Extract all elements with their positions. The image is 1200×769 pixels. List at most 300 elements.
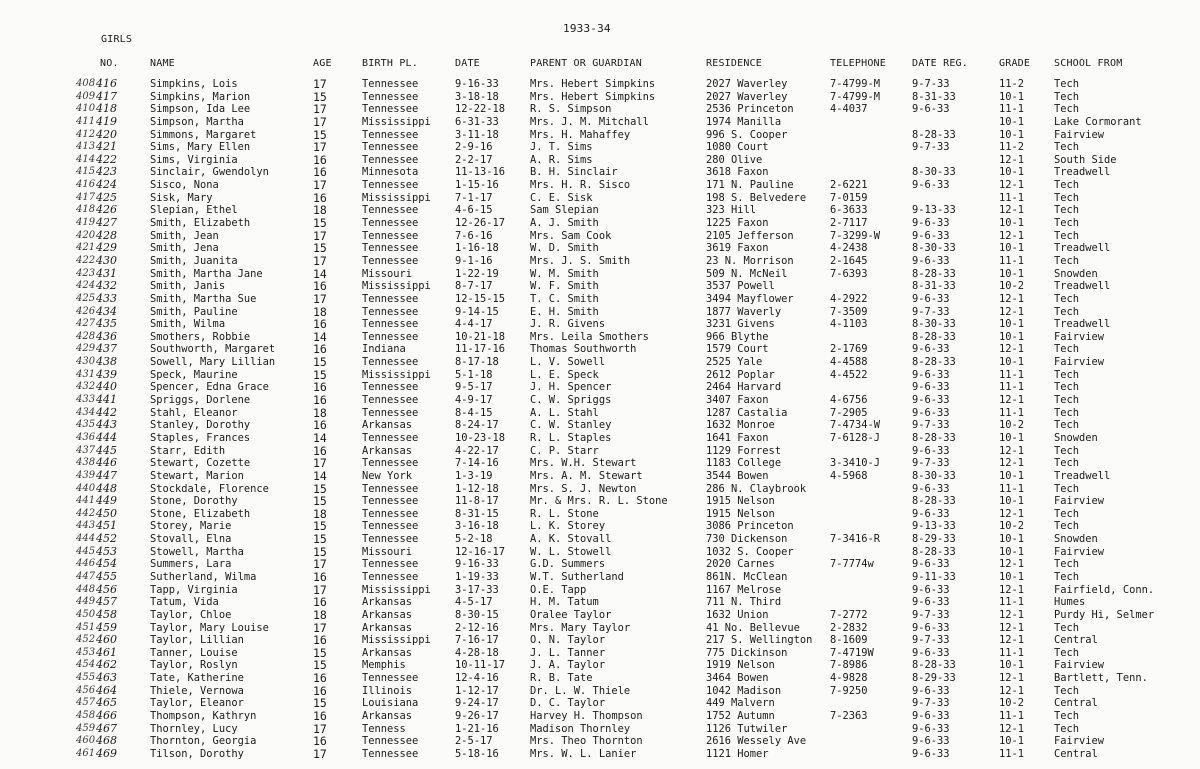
birth-place: Tennessee [362,747,419,760]
student-name: Thornley, Lucy [150,722,238,735]
date-registered: 8-29-33 [912,533,956,546]
parent-guardian: L. V. Sowell [530,356,606,369]
date-registered: 9-6-33 [912,646,950,659]
date-registered: 9-6-33 [912,406,950,419]
birth-date: 11-8-17 [455,495,499,508]
school-from: Fairview [1054,495,1105,508]
student-name: Simpson, Martha [150,115,244,128]
handwritten-number: 453 [76,646,96,658]
student-name: Simmons, Margaret [150,128,257,141]
grade: 12-1 [999,394,1025,407]
age: 16 [313,343,327,357]
handwritten-number: 424 [76,280,96,292]
birth-date: 1-12-17 [455,684,499,697]
register-row [0,634,1200,647]
student-number: 440 [96,381,117,394]
age: 17 [313,621,327,635]
birth-place: Tenness [362,722,406,735]
student-number: 442 [96,406,117,419]
student-name: Smith, Martha Jane [150,267,263,280]
birth-place: Arkansas [362,608,413,621]
grade: 12-1 [999,153,1025,166]
register-row [0,723,1200,736]
handwritten-number: 448 [76,583,96,595]
age: 17 [313,254,327,268]
residence: 1042 Madison [706,684,782,697]
telephone: 2-1645 [830,254,868,267]
grade: 11-1 [999,191,1025,204]
telephone: 7-4799-M [830,90,881,103]
school-from: Tech [1054,103,1080,116]
age: 18 [313,305,327,319]
register-row [0,331,1200,344]
school-from: Tech [1054,646,1080,659]
parent-guardian: J. L. Tanner [530,646,606,659]
date-registered: 8-28-33 [912,431,956,444]
school-from: Treadwell [1054,242,1111,255]
register-row [0,647,1200,660]
student-number: 437 [96,343,117,356]
birth-place: Arkansas [362,621,413,634]
handwritten-number: 419 [76,217,96,229]
date-registered: 9-6-33 [912,684,950,697]
parent-guardian: B. H. Sinclair [530,166,618,179]
handwritten-number: 418 [76,204,96,216]
telephone: 7-4719W [830,646,874,659]
student-name: Smith, Jena [150,242,219,255]
parent-guardian: Mrs. A. M. Stewart [530,469,643,482]
school-from: Tech [1054,204,1080,217]
telephone: 6-3633 [830,204,868,217]
birth-place: New York [362,469,413,482]
grade: 12-1 [999,583,1025,596]
telephone: 7-4799-M [830,78,881,90]
telephone: 4-4037 [830,103,868,116]
residence: 3407 Faxon [706,394,769,407]
grade: 11-2 [999,141,1025,154]
date-registered: 9-6-33 [912,229,950,242]
grade: 12-1 [999,444,1025,457]
student-name: Tate, Katherine [150,672,244,685]
register-row [0,280,1200,293]
register-row [0,179,1200,192]
parent-guardian: W. D. Smith [530,242,599,255]
birth-place: Tennessee [362,242,419,255]
birth-date: 2-9-16 [455,141,493,154]
telephone: 4-6756 [830,394,868,407]
school-from: Tech [1054,520,1080,533]
student-name: Tatum, Vida [150,596,219,609]
parent-guardian: H. M. Tatum [530,596,599,609]
birth-date: 8-31-15 [455,507,499,520]
parent-guardian: Mr. & Mrs. R. L. Stone [530,495,668,508]
date-registered: 9-13-33 [912,520,956,533]
register-row [0,394,1200,407]
student-number: 444 [96,431,117,444]
age: 15 [313,242,327,255]
handwritten-number: 451 [76,621,96,633]
age: 17 [313,583,327,597]
student-name: Smith, Janis [150,280,226,293]
handwritten-number: 455 [76,672,96,684]
student-number: 416 [96,78,117,90]
student-name: Taylor, Chloe [150,608,232,621]
student-name: Staples, Frances [150,431,251,444]
birth-place: Tennessee [362,457,419,470]
age: 15 [313,217,327,230]
date-registered: 9-7-33 [912,634,950,647]
telephone: 7-6128-J [830,431,881,444]
student-number: 428 [96,229,117,242]
school-from: Lake Cormorant [1054,115,1142,128]
register-row [0,710,1200,723]
birth-date: 9-26-17 [455,710,499,723]
date-registered: 9-7-33 [912,697,950,710]
residence: 2027 Waverley [706,78,788,90]
grade: 10-1 [999,495,1025,508]
handwritten-number: 449 [76,596,96,608]
register-row [0,457,1200,470]
student-name: Taylor, Roslyn [150,659,238,672]
grade: 10-1 [999,659,1025,672]
school-from: Central [1054,634,1098,647]
residence: 3619 Faxon [706,242,769,255]
school-from: Tech [1054,229,1080,242]
parent-guardian: L. E. Speck [530,368,599,381]
student-number: 451 [96,520,117,533]
residence: 3494 Mayflower [706,292,794,305]
birth-place: Arkansas [362,419,413,432]
student-number: 458 [96,608,117,621]
parent-guardian: Mrs. Hebert Simpkins [530,78,656,90]
register-row [0,483,1200,496]
school-from: Fairview [1054,659,1105,672]
student-number: 424 [96,179,117,192]
handwritten-number: 421 [76,242,96,254]
birth-place: Tennessee [362,406,419,419]
parent-guardian: Sam Slepian [530,204,599,217]
birth-place: Tennessee [362,482,419,495]
birth-place: Tennessee [362,507,419,520]
birth-date: 4-9-17 [455,394,493,407]
student-name: Spriggs, Dorlene [150,394,251,407]
birth-place: Tennessee [362,292,419,305]
parent-guardian: Mrs. H. R. Sisco [530,179,631,192]
student-number: 467 [96,722,117,735]
student-number: 421 [96,141,117,154]
telephone: 7-3299-W [830,229,881,242]
date-registered: 9-6-33 [912,583,950,596]
col-school-from-header: SCHOOL FROM [1054,58,1123,69]
handwritten-number: 444 [76,533,96,545]
handwritten-number: 440 [76,482,96,494]
age: 16 [313,684,327,698]
residence: 286 N. Claybrook [706,482,807,495]
handwritten-number: 436 [76,431,96,443]
birth-place: Tennessee [362,356,419,369]
residence: 323 Hill [706,204,757,217]
age: 17 [313,78,327,91]
birth-date: 8-24-17 [455,419,499,432]
handwritten-number: 428 [76,330,96,342]
birth-place: Mississippi [362,583,431,596]
age: 16 [313,634,327,647]
parent-guardian: C. P. Starr [530,444,599,457]
handwritten-number: 414 [76,153,96,165]
student-number: 465 [96,697,117,710]
handwritten-number: 458 [76,710,96,722]
birth-place: Missouri [362,267,413,280]
date-registered: 8-28-33 [912,267,956,280]
student-name: Stone, Elizabeth [150,507,251,520]
grade: 12-1 [999,343,1025,356]
birth-date: 8-30-15 [455,608,499,621]
school-from: Fairview [1054,330,1105,343]
parent-guardian: Mrs. Hebert Simpkins [530,90,656,103]
register-row [0,242,1200,255]
parent-guardian: Oralee Taylor [530,608,612,621]
date-registered: 9-6-33 [912,254,950,267]
student-name: Stowell, Martha [150,545,244,558]
student-number: 447 [96,469,117,482]
telephone: 2-7117 [830,217,868,230]
birth-place: Tennessee [362,431,419,444]
handwritten-number: 456 [76,684,96,696]
date-registered: 8-28-33 [912,128,956,141]
grade: 12-1 [999,608,1025,621]
birth-date: 1-19-33 [455,570,499,583]
handwritten-number: 433 [76,394,96,406]
col-parent-header: PARENT OR GUARDIAN [530,58,642,69]
student-number: 433 [96,292,117,305]
grade: 12-1 [999,179,1025,192]
age: 15 [313,646,327,660]
student-name: Sisco, Nona [150,179,219,192]
school-from: Tech [1054,292,1080,305]
birth-place: Louisiana [362,697,419,710]
parent-guardian: D. C. Taylor [530,697,606,710]
school-from: Fairview [1054,735,1105,748]
student-number: 436 [96,330,117,343]
section-label: GIRLS [101,34,133,45]
birth-place: Illinois [362,684,413,697]
age: 18 [313,204,327,218]
residence: 1080 Court [706,141,769,154]
student-number: 417 [96,90,117,103]
date-registered: 8-30-33 [912,166,956,179]
student-number: 453 [96,545,117,558]
age: 17 [313,292,327,306]
residence: 23 N. Morrison [706,254,794,267]
telephone: 4-4588 [830,356,868,369]
date-registered: 9-6-33 [912,394,950,407]
birth-place: Tennessee [362,330,419,343]
grade: 10-1 [999,735,1025,748]
birth-date: 1-12-18 [455,482,499,495]
parent-guardian: C. W. Stanley [530,419,612,432]
birth-place: Tennessee [362,394,419,407]
residence: 1877 Waverly [706,305,782,318]
grade: 12-1 [999,457,1025,470]
student-name: Smith, Wilma [150,318,226,331]
birth-date: 7-14-16 [455,457,499,470]
grade: 12-1 [999,558,1025,571]
residence: 280 Olive [706,153,763,166]
parent-guardian: Mrs. Mary Taylor [530,621,631,634]
parent-guardian: W. F. Smith [530,280,599,293]
grade: 11-1 [999,646,1025,659]
register-row [0,584,1200,597]
handwritten-number: 417 [76,191,96,203]
age: 15 [313,356,327,369]
telephone: 7-2363 [830,710,868,723]
handwritten-number: 447 [76,570,96,582]
birth-date: 10-11-17 [455,659,506,672]
school-from: Treadwell [1054,318,1111,331]
date-registered: 9-6-33 [912,103,950,116]
student-name: Stewart, Marion [150,469,244,482]
parent-guardian: O.E. Tapp [530,583,587,596]
birth-date: 2-5-17 [455,735,493,748]
student-number: 427 [96,217,117,230]
birth-place: Arkansas [362,646,413,659]
telephone: 2-1769 [830,343,868,356]
student-name: Sinclair, Gwendolyn [150,166,269,179]
student-number: 459 [96,621,117,634]
date-registered: 9-7-33 [912,457,950,470]
residence: 449 Malvern [706,697,775,710]
handwritten-number: 439 [76,469,96,481]
school-from: South Side [1054,153,1117,166]
telephone: 4-5968 [830,469,868,482]
school-from: Treadwell [1054,166,1111,179]
grade: 10-1 [999,267,1025,280]
parent-guardian: C. W. Spriggs [530,394,612,407]
birth-place: Tennessee [362,217,419,230]
birth-date: 10-23-18 [455,431,506,444]
school-from: Treadwell [1054,469,1111,482]
school-from: Tech [1054,444,1080,457]
student-number: 439 [96,368,117,381]
register-row [0,129,1200,142]
parent-guardian: Mrs. H. Mahaffey [530,128,631,141]
register-row [0,558,1200,571]
age: 17 [313,115,327,129]
age: 16 [313,672,327,685]
student-name: Taylor, Lillian [150,634,244,647]
school-from: Humes [1054,596,1086,609]
date-registered: 9-6-33 [912,507,950,520]
handwritten-number: 426 [76,305,96,317]
residence: 3537 Powell [706,280,775,293]
student-number: 457 [96,596,117,609]
residence: 1032 S. Cooper [706,545,794,558]
age: 16 [313,596,327,609]
handwritten-number: 420 [76,229,96,241]
age: 17 [313,457,327,470]
handwritten-number: 416 [76,179,96,191]
date-registered: 9-7-33 [912,141,950,154]
register-row [0,659,1200,672]
age: 16 [313,318,327,331]
student-name: Smith, Martha Sue [150,292,257,305]
residence: 775 Dickinson [706,646,788,659]
birth-place: Tennessee [362,495,419,508]
grade: 11-1 [999,254,1025,267]
grade: 10-1 [999,217,1025,230]
student-number: 420 [96,128,117,141]
parent-guardian: T. C. Smith [530,292,599,305]
residence: 3086 Princeton [706,520,794,533]
residence: 1121 Homer [706,747,769,760]
student-name: Tanner, Louise [150,646,238,659]
birth-date: 4-5-17 [455,596,493,609]
student-number: 468 [96,735,117,748]
residence: 1919 Nelson [706,659,775,672]
school-from: Tech [1054,179,1080,192]
residence: 1129 Forrest [706,444,782,457]
telephone: 7-2772 [830,608,868,621]
register-row [0,78,1200,91]
residence: 1579 Court [706,343,769,356]
register-row [0,192,1200,205]
student-name: Simpson, Ida Lee [150,103,251,116]
age: 16 [313,419,327,432]
school-from: Bartlett, Tenn. [1054,672,1148,685]
residence: 3618 Faxon [706,166,769,179]
grade: 11-1 [999,482,1025,495]
age: 14 [313,267,327,281]
register-row [0,697,1200,710]
telephone: 7-3509 [830,305,868,318]
parent-guardian: Madison Thornley [530,722,631,735]
birth-date: 7-16-17 [455,634,499,647]
student-number: 446 [96,457,117,470]
grade: 10-1 [999,356,1025,369]
birth-date: 1-21-16 [455,722,499,735]
school-from: Tech [1054,141,1080,154]
birth-date: 3-11-18 [455,128,499,141]
age: 18 [313,608,327,622]
birth-date: 6-31-33 [455,115,499,128]
date-registered: 8-28-33 [912,659,956,672]
residence: 1752 Autumn [706,710,775,723]
date-registered: 8-30-33 [912,242,956,255]
residence: 2464 Harvard [706,381,782,394]
age: 17 [313,103,327,116]
col-residence-header: RESIDENCE [706,58,762,69]
residence: 171 N. Pauline [706,179,794,192]
age: 15 [313,128,327,142]
handwritten-number: 452 [76,634,96,646]
student-name: Smothers, Robbie [150,330,251,343]
register-row [0,685,1200,698]
school-from: Tech [1054,684,1080,697]
date-registered: 9-6-33 [912,710,950,723]
student-name: Southworth, Margaret [150,343,276,356]
birth-date: 1-16-18 [455,242,499,255]
date-registered: 8-28-33 [912,330,956,343]
parent-guardian: R. B. Tate [530,672,593,685]
residence: 3231 Givens [706,318,775,331]
parent-guardian: Dr. L. W. Thiele [530,684,631,697]
grade: 12-1 [999,204,1025,217]
birth-place: Tennessee [362,78,419,90]
handwritten-number: 430 [76,356,96,368]
telephone: 4-2438 [830,242,868,255]
grade: 10-1 [999,533,1025,546]
date-registered: 8-31-33 [912,280,956,293]
